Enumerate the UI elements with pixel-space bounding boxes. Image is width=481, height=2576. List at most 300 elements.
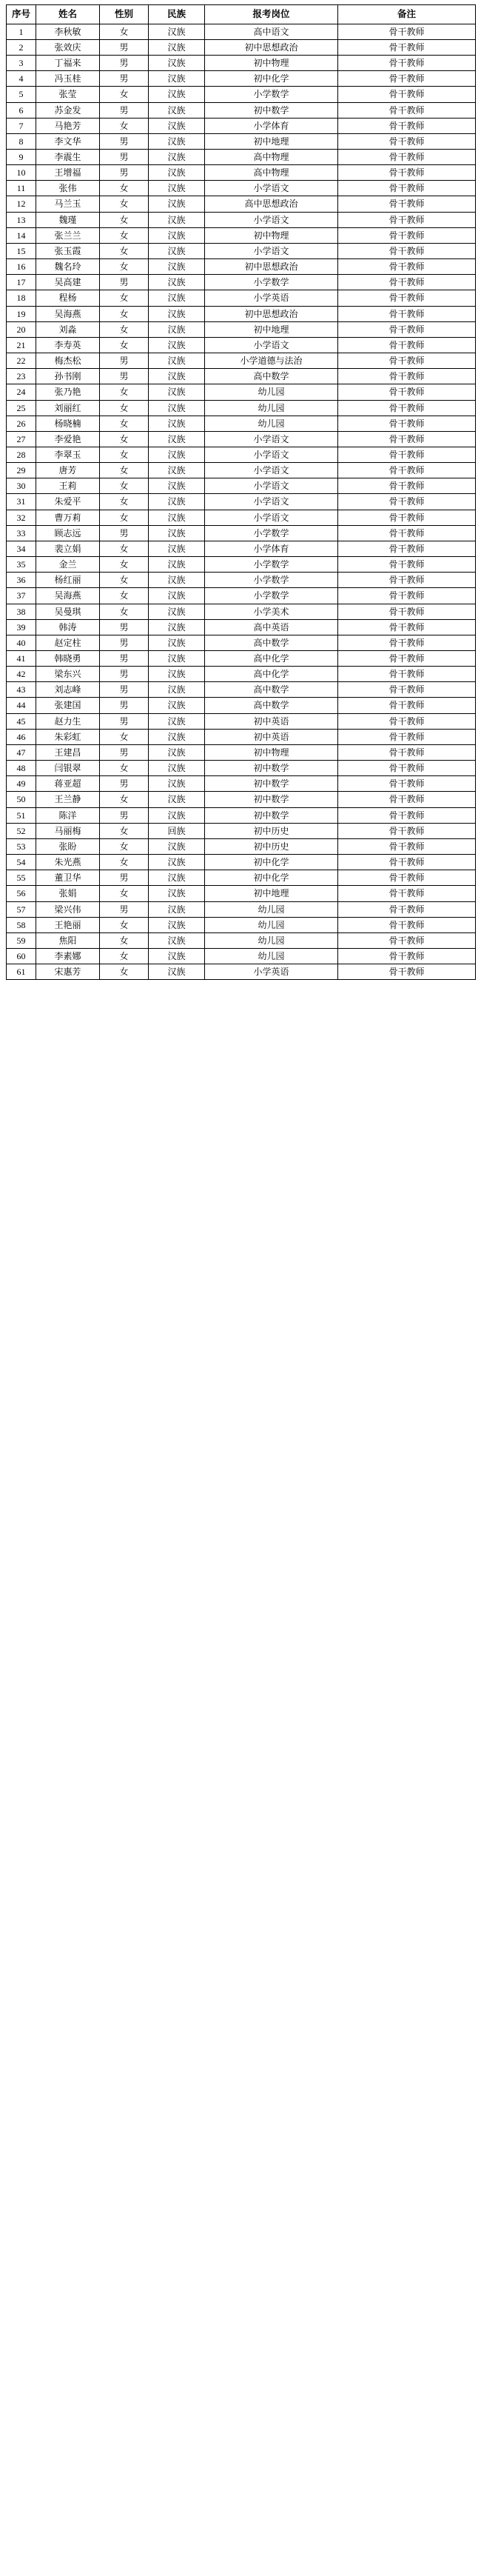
cell-position: 高中物理	[205, 165, 338, 181]
table-row	[7, 855, 476, 870]
cell-position: 小学数学	[205, 588, 338, 604]
cell-index: 18	[7, 290, 36, 306]
cell-name: 梁兴伟	[36, 901, 100, 917]
cell-name: 唐芳	[36, 463, 100, 478]
cell-remark: 骨干教师	[338, 494, 476, 510]
cell-ethnicity: 汉族	[149, 886, 205, 901]
cell-gender: 女	[100, 118, 149, 133]
cell-gender: 男	[100, 39, 149, 55]
cell-gender: 女	[100, 24, 149, 39]
cell-ethnicity: 汉族	[149, 729, 205, 744]
cell-ethnicity: 汉族	[149, 165, 205, 181]
cell-gender: 女	[100, 917, 149, 932]
cell-ethnicity: 汉族	[149, 321, 205, 337]
cell-position: 初中思想政治	[205, 306, 338, 321]
cell-remark: 骨干教师	[338, 165, 476, 181]
cell-name: 赵定柱	[36, 635, 100, 650]
cell-position: 小学道德与法治	[205, 353, 338, 369]
table-row	[7, 541, 476, 556]
cell-position: 小学语文	[205, 447, 338, 462]
cell-gender: 男	[100, 275, 149, 290]
cell-name: 冯玉桂	[36, 71, 100, 87]
cell-remark: 骨干教师	[338, 133, 476, 149]
cell-gender: 男	[100, 71, 149, 87]
table-row	[7, 525, 476, 541]
cell-index: 8	[7, 133, 36, 149]
cell-ethnicity: 汉族	[149, 761, 205, 776]
cell-ethnicity: 汉族	[149, 713, 205, 729]
cell-position: 初中地理	[205, 886, 338, 901]
cell-position: 高中数学	[205, 682, 338, 698]
cell-index: 14	[7, 227, 36, 243]
cell-ethnicity: 汉族	[149, 870, 205, 886]
cell-ethnicity: 汉族	[149, 541, 205, 556]
cell-position: 初中数学	[205, 792, 338, 807]
table-row	[7, 667, 476, 682]
cell-name: 张建国	[36, 698, 100, 713]
cell-gender: 女	[100, 227, 149, 243]
table-row	[7, 227, 476, 243]
cell-remark: 骨干教师	[338, 761, 476, 776]
cell-name: 吴海燕	[36, 588, 100, 604]
cell-remark: 骨干教师	[338, 886, 476, 901]
cell-gender: 男	[100, 525, 149, 541]
cell-ethnicity: 汉族	[149, 510, 205, 525]
cell-gender: 女	[100, 212, 149, 227]
cell-remark: 骨干教师	[338, 87, 476, 102]
cell-gender: 女	[100, 243, 149, 258]
table-row	[7, 118, 476, 133]
cell-position: 初中数学	[205, 102, 338, 118]
cell-ethnicity: 汉族	[149, 604, 205, 619]
cell-index: 28	[7, 447, 36, 462]
cell-gender: 女	[100, 463, 149, 478]
cell-ethnicity: 汉族	[149, 259, 205, 275]
cell-name: 杨晓楠	[36, 416, 100, 431]
cell-ethnicity: 汉族	[149, 39, 205, 55]
cell-ethnicity: 汉族	[149, 573, 205, 588]
cell-name: 李震生	[36, 150, 100, 165]
cell-name: 李爱艳	[36, 431, 100, 447]
cell-gender: 女	[100, 541, 149, 556]
cell-ethnicity: 汉族	[149, 181, 205, 196]
cell-position: 幼儿园	[205, 901, 338, 917]
table-row	[7, 275, 476, 290]
cell-index: 39	[7, 619, 36, 635]
cell-ethnicity: 汉族	[149, 682, 205, 698]
cell-remark: 骨干教师	[338, 56, 476, 71]
table-header-row	[7, 5, 476, 24]
cell-ethnicity: 汉族	[149, 494, 205, 510]
cell-name: 杨红丽	[36, 573, 100, 588]
cell-remark: 骨干教师	[338, 369, 476, 384]
cell-remark: 骨干教师	[338, 855, 476, 870]
cell-gender: 男	[100, 369, 149, 384]
cell-index: 10	[7, 165, 36, 181]
cell-index: 44	[7, 698, 36, 713]
cell-position: 小学英语	[205, 964, 338, 980]
roster-sheet	[0, 0, 481, 987]
cell-index: 49	[7, 776, 36, 792]
cell-ethnicity: 汉族	[149, 24, 205, 39]
table-row	[7, 870, 476, 886]
cell-name: 王增福	[36, 165, 100, 181]
cell-index: 25	[7, 400, 36, 416]
cell-gender: 女	[100, 87, 149, 102]
cell-remark: 骨干教师	[338, 150, 476, 165]
cell-gender: 女	[100, 573, 149, 588]
cell-position: 初中物理	[205, 227, 338, 243]
cell-index: 56	[7, 886, 36, 901]
cell-remark: 骨干教师	[338, 588, 476, 604]
cell-name: 梅杰松	[36, 353, 100, 369]
cell-gender: 男	[100, 744, 149, 760]
cell-name: 王莉	[36, 478, 100, 494]
table-row	[7, 243, 476, 258]
cell-position: 初中数学	[205, 807, 338, 823]
cell-remark: 骨干教师	[338, 776, 476, 792]
cell-ethnicity: 汉族	[149, 133, 205, 149]
cell-gender: 女	[100, 478, 149, 494]
cell-ethnicity: 汉族	[149, 431, 205, 447]
cell-name: 李素娜	[36, 948, 100, 964]
cell-index: 45	[7, 713, 36, 729]
cell-gender: 女	[100, 823, 149, 838]
table-row	[7, 337, 476, 353]
cell-name: 魏瑾	[36, 212, 100, 227]
cell-remark: 骨干教师	[338, 901, 476, 917]
cell-name: 焦阳	[36, 932, 100, 948]
cell-remark: 骨干教师	[338, 729, 476, 744]
cell-index: 57	[7, 901, 36, 917]
cell-remark: 骨干教师	[338, 259, 476, 275]
table-row	[7, 948, 476, 964]
cell-gender: 男	[100, 133, 149, 149]
cell-remark: 骨干教师	[338, 39, 476, 55]
cell-ethnicity: 汉族	[149, 243, 205, 258]
cell-position: 小学语文	[205, 181, 338, 196]
cell-name: 顾志远	[36, 525, 100, 541]
cell-position: 小学数学	[205, 275, 338, 290]
cell-remark: 骨干教师	[338, 400, 476, 416]
cell-remark: 骨干教师	[338, 604, 476, 619]
cell-gender: 女	[100, 306, 149, 321]
cell-index: 20	[7, 321, 36, 337]
cell-position: 幼儿园	[205, 416, 338, 431]
cell-ethnicity: 汉族	[149, 838, 205, 854]
cell-name: 马丽梅	[36, 823, 100, 838]
cell-gender: 女	[100, 447, 149, 462]
cell-index: 3	[7, 56, 36, 71]
cell-index: 17	[7, 275, 36, 290]
cell-index: 21	[7, 337, 36, 353]
cell-index: 48	[7, 761, 36, 776]
cell-remark: 骨干教师	[338, 713, 476, 729]
cell-position: 初中历史	[205, 838, 338, 854]
cell-position: 初中地理	[205, 133, 338, 149]
cell-ethnicity: 汉族	[149, 227, 205, 243]
cell-position: 小学数学	[205, 525, 338, 541]
cell-remark: 骨干教师	[338, 823, 476, 838]
cell-gender: 女	[100, 729, 149, 744]
cell-name: 魏名玲	[36, 259, 100, 275]
cell-name: 李翠玉	[36, 447, 100, 462]
cell-position: 小学语文	[205, 494, 338, 510]
cell-position: 高中数学	[205, 369, 338, 384]
cell-gender: 女	[100, 181, 149, 196]
cell-position: 高中英语	[205, 619, 338, 635]
cell-index: 41	[7, 651, 36, 667]
cell-ethnicity: 汉族	[149, 384, 205, 400]
cell-gender: 女	[100, 964, 149, 980]
cell-position: 小学语文	[205, 463, 338, 478]
cell-position: 小学语文	[205, 510, 338, 525]
cell-position: 初中英语	[205, 713, 338, 729]
cell-remark: 骨干教师	[338, 807, 476, 823]
cell-name: 王建昌	[36, 744, 100, 760]
cell-index: 5	[7, 87, 36, 102]
cell-name: 马兰玉	[36, 196, 100, 212]
cell-name: 韩涛	[36, 619, 100, 635]
table-row	[7, 838, 476, 854]
cell-remark: 骨干教师	[338, 635, 476, 650]
table-row	[7, 917, 476, 932]
column-header-name: 姓名	[36, 5, 100, 24]
table-row	[7, 604, 476, 619]
cell-index: 31	[7, 494, 36, 510]
cell-index: 4	[7, 71, 36, 87]
cell-remark: 骨干教师	[338, 337, 476, 353]
cell-remark: 骨干教师	[338, 744, 476, 760]
cell-remark: 骨干教师	[338, 353, 476, 369]
cell-name: 丁福来	[36, 56, 100, 71]
column-header-remark: 备注	[338, 5, 476, 24]
cell-position: 初中化学	[205, 870, 338, 886]
cell-ethnicity: 汉族	[149, 807, 205, 823]
cell-position: 小学美术	[205, 604, 338, 619]
cell-gender: 男	[100, 807, 149, 823]
cell-remark: 骨干教师	[338, 275, 476, 290]
table-row	[7, 400, 476, 416]
cell-name: 苏金发	[36, 102, 100, 118]
cell-ethnicity: 汉族	[149, 776, 205, 792]
cell-remark: 骨干教师	[338, 478, 476, 494]
table-row	[7, 901, 476, 917]
table-row	[7, 588, 476, 604]
cell-ethnicity: 汉族	[149, 71, 205, 87]
cell-position: 幼儿园	[205, 400, 338, 416]
cell-remark: 骨干教师	[338, 619, 476, 635]
cell-name: 闫银翠	[36, 761, 100, 776]
table-row	[7, 447, 476, 462]
cell-index: 22	[7, 353, 36, 369]
cell-ethnicity: 汉族	[149, 948, 205, 964]
cell-index: 2	[7, 39, 36, 55]
table-row	[7, 87, 476, 102]
cell-gender: 男	[100, 150, 149, 165]
cell-name: 程杨	[36, 290, 100, 306]
table-row	[7, 619, 476, 635]
table-row	[7, 792, 476, 807]
cell-gender: 男	[100, 651, 149, 667]
cell-index: 1	[7, 24, 36, 39]
cell-index: 9	[7, 150, 36, 165]
cell-ethnicity: 汉族	[149, 463, 205, 478]
cell-position: 初中化学	[205, 71, 338, 87]
cell-ethnicity: 汉族	[149, 478, 205, 494]
cell-index: 55	[7, 870, 36, 886]
cell-remark: 骨干教师	[338, 948, 476, 964]
cell-index: 7	[7, 118, 36, 133]
cell-ethnicity: 汉族	[149, 619, 205, 635]
table-body	[7, 24, 476, 980]
cell-name: 金兰	[36, 557, 100, 573]
cell-index: 60	[7, 948, 36, 964]
cell-index: 58	[7, 917, 36, 932]
cell-ethnicity: 汉族	[149, 306, 205, 321]
cell-position: 初中数学	[205, 761, 338, 776]
cell-name: 张伟	[36, 181, 100, 196]
cell-index: 30	[7, 478, 36, 494]
cell-index: 19	[7, 306, 36, 321]
table-row	[7, 682, 476, 698]
cell-position: 初中历史	[205, 823, 338, 838]
table-row	[7, 71, 476, 87]
cell-index: 12	[7, 196, 36, 212]
cell-index: 26	[7, 416, 36, 431]
cell-gender: 男	[100, 776, 149, 792]
cell-index: 46	[7, 729, 36, 744]
cell-gender: 男	[100, 165, 149, 181]
cell-ethnicity: 汉族	[149, 635, 205, 650]
cell-gender: 女	[100, 792, 149, 807]
table-row	[7, 306, 476, 321]
cell-gender: 男	[100, 870, 149, 886]
cell-gender: 男	[100, 713, 149, 729]
cell-position: 初中物理	[205, 744, 338, 760]
cell-position: 小学语文	[205, 243, 338, 258]
column-header-ethnicity: 民族	[149, 5, 205, 24]
cell-position: 幼儿园	[205, 932, 338, 948]
cell-remark: 骨干教师	[338, 196, 476, 212]
cell-position: 高中数学	[205, 698, 338, 713]
cell-remark: 骨干教师	[338, 181, 476, 196]
cell-name: 孙书刚	[36, 369, 100, 384]
table-row	[7, 39, 476, 55]
cell-remark: 骨干教师	[338, 557, 476, 573]
cell-ethnicity: 汉族	[149, 855, 205, 870]
cell-position: 小学体育	[205, 541, 338, 556]
table-row	[7, 259, 476, 275]
cell-position: 小学数学	[205, 557, 338, 573]
cell-position: 初中地理	[205, 321, 338, 337]
cell-remark: 骨干教师	[338, 431, 476, 447]
cell-ethnicity: 汉族	[149, 400, 205, 416]
cell-index: 54	[7, 855, 36, 870]
cell-ethnicity: 汉族	[149, 337, 205, 353]
cell-gender: 女	[100, 838, 149, 854]
cell-remark: 骨干教师	[338, 118, 476, 133]
cell-name: 蒋亚超	[36, 776, 100, 792]
table-row	[7, 181, 476, 196]
cell-remark: 骨干教师	[338, 102, 476, 118]
cell-ethnicity: 汉族	[149, 651, 205, 667]
cell-remark: 骨干教师	[338, 510, 476, 525]
cell-name: 宋惠芳	[36, 964, 100, 980]
table-row	[7, 102, 476, 118]
table-row	[7, 165, 476, 181]
cell-index: 11	[7, 181, 36, 196]
cell-gender: 女	[100, 886, 149, 901]
cell-remark: 骨干教师	[338, 917, 476, 932]
cell-name: 曹万莉	[36, 510, 100, 525]
cell-index: 52	[7, 823, 36, 838]
table-row	[7, 776, 476, 792]
cell-position: 幼儿园	[205, 917, 338, 932]
cell-ethnicity: 汉族	[149, 87, 205, 102]
table-row	[7, 431, 476, 447]
cell-ethnicity: 汉族	[149, 901, 205, 917]
cell-gender: 男	[100, 353, 149, 369]
cell-position: 初中数学	[205, 776, 338, 792]
cell-position: 幼儿园	[205, 384, 338, 400]
table-row	[7, 212, 476, 227]
cell-name: 马艳芳	[36, 118, 100, 133]
cell-index: 6	[7, 102, 36, 118]
cell-index: 34	[7, 541, 36, 556]
cell-gender: 女	[100, 384, 149, 400]
cell-name: 张玉霞	[36, 243, 100, 258]
table-row	[7, 133, 476, 149]
cell-gender: 男	[100, 619, 149, 635]
cell-ethnicity: 汉族	[149, 353, 205, 369]
cell-ethnicity: 汉族	[149, 792, 205, 807]
cell-position: 小学语文	[205, 431, 338, 447]
cell-name: 朱光燕	[36, 855, 100, 870]
cell-remark: 骨干教师	[338, 573, 476, 588]
cell-gender: 女	[100, 259, 149, 275]
cell-position: 小学语文	[205, 478, 338, 494]
cell-remark: 骨干教师	[338, 792, 476, 807]
cell-index: 13	[7, 212, 36, 227]
cell-index: 50	[7, 792, 36, 807]
cell-gender: 女	[100, 416, 149, 431]
cell-name: 吴高建	[36, 275, 100, 290]
cell-name: 张兰兰	[36, 227, 100, 243]
cell-position: 高中语文	[205, 24, 338, 39]
cell-position: 小学数学	[205, 573, 338, 588]
table-row	[7, 713, 476, 729]
cell-name: 赵力生	[36, 713, 100, 729]
cell-position: 高中数学	[205, 635, 338, 650]
cell-index: 51	[7, 807, 36, 823]
table-row	[7, 369, 476, 384]
table-row	[7, 321, 476, 337]
cell-position: 初中英语	[205, 729, 338, 744]
cell-gender: 女	[100, 557, 149, 573]
cell-index: 23	[7, 369, 36, 384]
table-row	[7, 557, 476, 573]
table-row	[7, 416, 476, 431]
cell-ethnicity: 汉族	[149, 525, 205, 541]
cell-position: 初中思想政治	[205, 259, 338, 275]
cell-position: 幼儿园	[205, 948, 338, 964]
cell-position: 初中物理	[205, 56, 338, 71]
cell-ethnicity: 汉族	[149, 964, 205, 980]
cell-position: 初中思想政治	[205, 39, 338, 55]
cell-name: 刘淼	[36, 321, 100, 337]
cell-gender: 女	[100, 290, 149, 306]
